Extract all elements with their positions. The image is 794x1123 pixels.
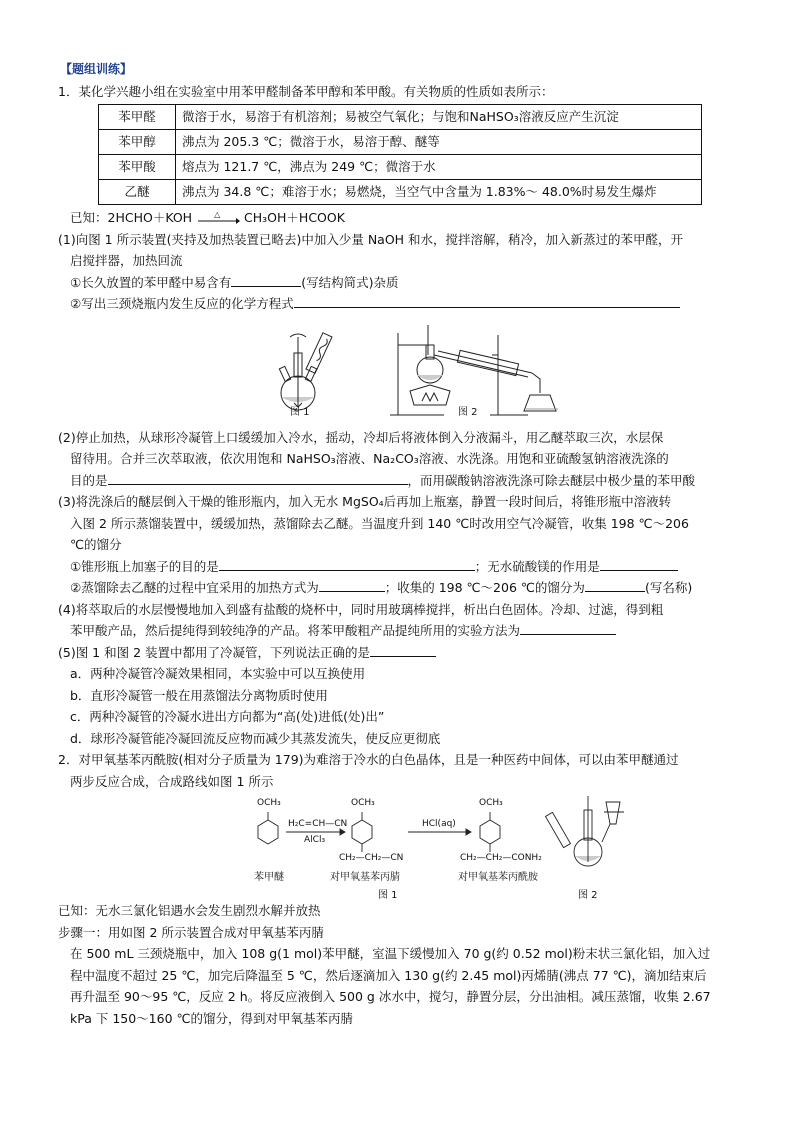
table-cell-name: 乙醚 [99, 180, 176, 205]
q1-part2-line3: 目的是 ，而用碳酸钠溶液洗涤可除去醚层中极少量的苯甲酸 [58, 470, 748, 492]
answer-blank[interactable] [219, 556, 475, 571]
known-equation: 已知：2HCHO＋KOH △ CH₃OH＋HCOOK [70, 209, 345, 225]
q2-step1-line1: 在 500 mL 三颈烧瓶中，加入 108 g(1 mol)苯甲醚，室温下缓慢加入 70 g(约 0.52 mol)粉末状三氯化铝，加入过 [70, 946, 711, 961]
q1-part2-line2: 留待用。合并三次萃取液，依次用饱和 NaHSO₃溶液、Na₂CO₃溶液、水洗涤。用饱和亚硫酸氢钠溶液洗涤的 [70, 451, 669, 466]
answer-blank[interactable] [231, 272, 301, 287]
table-cell-name: 苯甲醛 [99, 105, 176, 130]
methoxy-label: OCH₃ [479, 798, 503, 808]
table-row [99, 180, 702, 205]
synthesis-diagram [58, 792, 748, 900]
q1-part4-line1: (4)将萃取后的水层慢慢地加入到盛有盐酸的烧杯中，同时用玻璃棒搅拌，析出白色固体。冷却、过滤，得到粗 [58, 601, 664, 617]
answer-blank[interactable] [319, 577, 385, 592]
table-cell-desc: 微溶于水，易溶于有机溶剂；易被空气氧化；与饱和NaHSO₃溶液反应产生沉淀 [176, 105, 702, 130]
apparatus-figures [58, 315, 748, 427]
option-d: d．球形冷凝管能冷凝回流反应物而减少其蒸发流失，使反应更彻底 [70, 730, 441, 746]
q2-step1-title: 步骤一：用如图 2 所示装置合成对甲氧基苯丙腈 [58, 924, 324, 940]
table-cell-name: 苯甲酸 [99, 155, 176, 180]
table-cell-desc: 沸点为 205.3 ℃；微溶于水，易溶于醇、醚等 [176, 130, 702, 155]
benzene-ring-icon [480, 820, 500, 844]
q1-part1-line2: 启搅拌器，加热回流 [70, 253, 183, 268]
benzene-ring-icon [352, 820, 372, 844]
chain-nitrile: CH₂—CH₂—CN [339, 853, 404, 863]
q1-part1-sub1: ①长久放置的苯甲醛中易含有 (写结构简式)杂质 [58, 272, 748, 294]
q1-part3-line3: ℃的馏分 [70, 537, 122, 552]
answer-blank[interactable] [585, 577, 645, 592]
q2-intro-line2: 两步反应合成，合成路线如图 1 所示 [70, 773, 274, 789]
scheme-figure2-caption: 图 2 [578, 890, 598, 901]
answer-blank[interactable] [600, 556, 678, 571]
q2-step1-line3: 再升温至 90～95 ℃，反应 2 h。将反应液倒入 500 g 冰水中，搅匀，静置分层，分出油相。减压蒸馏，收集 2.67 [70, 989, 711, 1004]
section-tag: 【题组训练】 [60, 62, 133, 76]
q1-part2-line1: (2)停止加热，从球形冷凝管上口缓缓加入冷水，摇动，冷却后将液体倒入分液漏斗，用乙醚萃取三次，水层保 [58, 429, 664, 445]
q1-intro: 1．某化学兴趣小组在实验室中用苯甲醛制备苯甲醇和苯甲酸。有关物质的性质如表所示： [58, 83, 554, 99]
q2-known: 已知：无水三氯化铝遇水会发生剧烈水解并放热 [58, 903, 321, 918]
compound-name-amide: 对甲氧基苯丙酰胺 [458, 872, 538, 883]
methoxy-label: OCH₃ [257, 798, 281, 808]
q1-part5: (5)图 1 和图 2 装置中都用了冷凝管，下列说法正确的是 [58, 642, 748, 664]
reagent-acrylonitrile: H₂C=CH—CN [288, 819, 348, 829]
reagent-alcl3: AlCl₃ [304, 835, 326, 845]
q1-part1-line1: (1)向图 1 所示装置(夹持及加热装置已略去)中加入少量 NaOH 和水，搅拌溶解，稍冷，加入新蒸过的苯甲醛，开 [58, 231, 684, 247]
option-b: b．直形冷凝管一般在用蒸馏法分离物质时使用 [70, 687, 328, 703]
figure1-caption: 图 1 [290, 406, 310, 418]
scheme-figure1-caption: 图 1 [378, 890, 398, 901]
table-cell-desc: 熔点为 121.7 ℃，沸点为 249 ℃；微溶于水 [176, 155, 702, 180]
three-neck-flask-icon [279, 332, 332, 409]
q1-part3-sub1: ①锥形瓶上加塞子的目的是 ；无水硫酸镁的作用是 [58, 556, 748, 578]
answer-blank[interactable] [108, 470, 408, 485]
table-row [99, 155, 702, 180]
benzene-ring-icon [258, 820, 278, 844]
properties-table [98, 104, 702, 205]
q1-part3-line1: (3)将洗涤后的醚层倒入干燥的锥形瓶内，加入无水 MgSO₄后再加上瓶塞，静置一段时间后，将锥形瓶中溶液转 [58, 494, 672, 509]
q1-part4-line2: 苯甲酸产品，然后提纯得到较纯净的产品。将苯甲酸粗产品提纯所用的实验方法为 [58, 620, 748, 642]
table-cell-desc: 沸点为 34.8 ℃；难溶于水；易燃烧，当空气中含量为 1.83%～ 48.0%时易发生爆炸 [176, 180, 702, 205]
table-row [99, 130, 702, 155]
q1-part3-line2: 入图 2 所示蒸馏装置中，缓缓加热，蒸馏除去乙醚。当温度升到 140 ℃时改用空气冷凝管，收集 198 ℃～206 [70, 515, 689, 531]
compound-name-anisole: 苯甲醚 [254, 872, 284, 883]
q1-part3-sub2: ②蒸馏除去乙醚的过程中宜采用的加热方式为 ；收集的 198 ℃～206 ℃的馏分为 (写名称) [58, 577, 748, 599]
figure2-caption: 图 2 [458, 406, 478, 418]
chain-amide: CH₂—CH₂—CONH₂ [460, 853, 542, 863]
answer-blank[interactable] [294, 293, 680, 308]
question-page [58, 58, 748, 1029]
apparatus-diagram [58, 315, 748, 427]
q2-step1-line2: 程中温度不超过 25 ℃，加完后降温至 5 ℃，然后逐滴加入 130 g(约 2.45 mol)丙烯腈(沸点 77 ℃)，滴加结束后 [70, 967, 707, 983]
q1-part1-sub2: ②写出三颈烧瓶内发生反应的化学方程式 [58, 293, 748, 315]
q2-intro-line1: 2．对甲氧基苯丙酰胺(相对分子质量为 179)为难溶于冷水的白色晶体，且是一种医药中间体，可以由苯甲醚通过 [58, 752, 679, 767]
reagent-hcl: HCl(aq) [422, 819, 456, 829]
option-c: c．两种冷凝管的冷凝水进出方向都为“高(处)进低(处)出” [70, 709, 385, 724]
synthesis-scheme [58, 792, 748, 900]
q2-step1-line4: kPa 下 150～160 ℃的馏分，得到对甲氧基苯丙腈 [70, 1010, 354, 1026]
option-a: a．两种冷凝管冷凝效果相同，本实验中可以互换使用 [70, 666, 366, 681]
compound-name-nitrile: 对甲氧基苯丙腈 [330, 872, 400, 883]
answer-blank[interactable] [520, 620, 616, 635]
table-row [99, 105, 702, 130]
methoxy-label: OCH₃ [351, 798, 375, 808]
answer-blank[interactable] [370, 642, 436, 657]
reaction-arrow: △ [196, 212, 240, 226]
distillation-setup-icon [390, 325, 558, 415]
table-cell-name: 苯甲醇 [99, 130, 176, 155]
flask-with-funnel-icon [546, 796, 624, 866]
